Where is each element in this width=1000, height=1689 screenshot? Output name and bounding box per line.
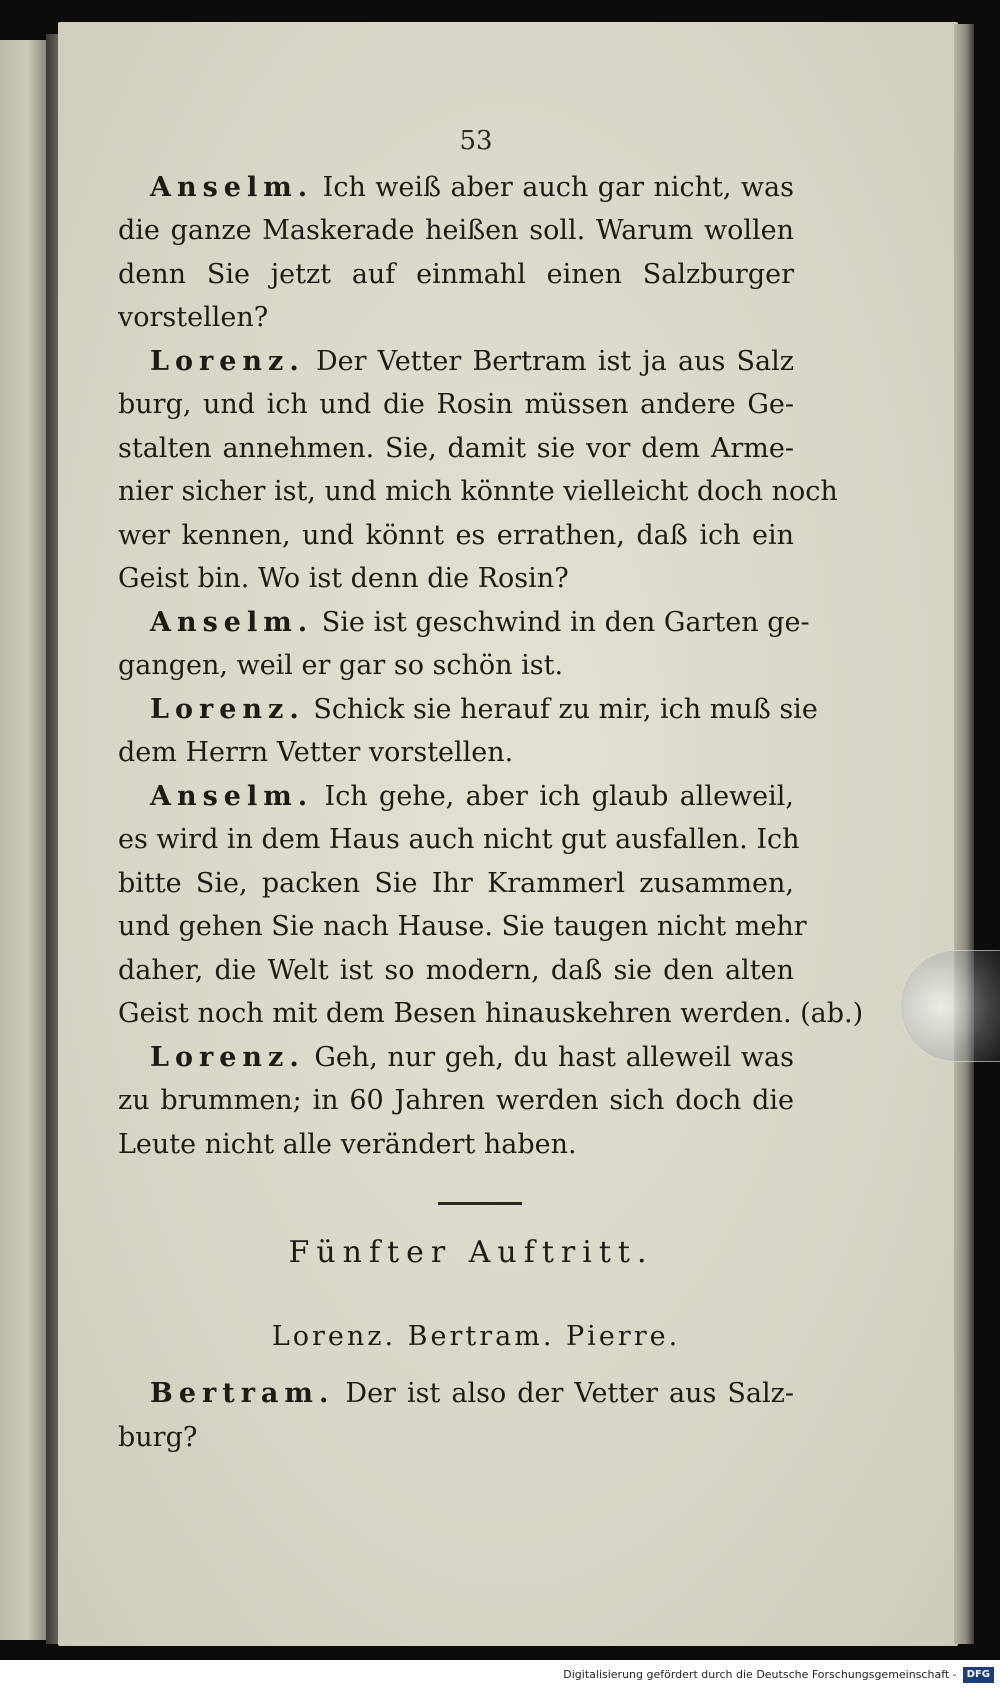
line-text: daher, die Welt ist so modern, daß sie den alten — [118, 954, 794, 986]
speaker-name: Anselm. — [150, 606, 314, 638]
line-text: Ich weiß aber auch gar nicht, was — [313, 171, 794, 203]
text-line — [118, 1372, 794, 1416]
text-line — [118, 949, 794, 993]
line-text: denn Sie jetzt auf einmahl einen Salzburger — [118, 258, 794, 290]
text-line — [118, 470, 838, 514]
text-line — [118, 1036, 794, 1080]
page-clip — [900, 950, 1000, 1062]
text-line — [118, 601, 810, 645]
speaker-name: Anselm. — [150, 171, 314, 203]
dialogue-block-2 — [118, 1372, 794, 1459]
text-line — [118, 253, 794, 297]
line-text: Geh, nur geh, du hast alleweil was — [304, 1041, 794, 1073]
scene-persons: Lorenz. Bertram. Pierre. — [271, 1320, 681, 1352]
text-line — [118, 1416, 794, 1460]
dialogue-block — [118, 166, 864, 1167]
text-line — [118, 1079, 794, 1123]
text-line — [118, 905, 807, 949]
text-line — [118, 296, 794, 340]
line-text: wer kennen, und könnt es errathen, daß ich ein — [118, 519, 794, 551]
speaker-name: Bertram. — [150, 1378, 335, 1409]
line-text: Schick sie herauf zu mir, ich muß sie — [304, 693, 818, 725]
speaker-name: Lorenz. — [150, 345, 305, 377]
line-text: die ganze Maskerade heißen soll. Warum wollen — [118, 215, 794, 246]
text-line — [118, 818, 800, 862]
line-text: Der ist also der Vetter aus Salz- — [334, 1378, 794, 1409]
line-text: burg? — [118, 1421, 198, 1453]
text-line — [118, 731, 794, 775]
footer-credit: Digitalisierung gefördert durch die Deutsche Forschungsgemeinschaft - — [563, 1668, 957, 1681]
line-text: stalten annehmen. Sie, damit sie vor dem Arme- — [118, 432, 794, 464]
section-rule — [438, 1202, 522, 1205]
line-text: Sie ist geschwind in den Garten ge- — [313, 606, 810, 638]
text-line — [118, 644, 794, 688]
line-text: vorstellen? — [118, 302, 269, 333]
line-text: dem Herrn Vetter vorstellen. — [118, 737, 514, 768]
page-number: 53 — [459, 126, 493, 156]
text-line — [118, 1123, 794, 1167]
line-text: und gehen Sie nach Hause. Sie taugen nicht mehr — [118, 911, 807, 942]
text-line — [118, 166, 794, 210]
speaker-name: Anselm. — [150, 780, 314, 812]
speaker-name: Lorenz. — [150, 1041, 305, 1073]
speaker-name: Lorenz. — [150, 693, 305, 725]
line-text: Leute nicht alle verändert haben. — [118, 1128, 577, 1160]
text-line — [118, 688, 818, 732]
text-line — [118, 514, 794, 558]
text-line — [118, 557, 794, 601]
text-line — [118, 383, 794, 427]
line-text: gangen, weil er gar so schön ist. — [118, 650, 564, 681]
line-text: zu brummen; in 60 Jahren werden sich doch die — [118, 1085, 794, 1116]
text-line — [118, 340, 794, 384]
line-text: Ich gehe, aber ich glaub alleweil, — [313, 780, 794, 812]
line-text: Der Vetter Bertram ist ja aus Salz — [304, 345, 794, 377]
previous-page-edge — [0, 40, 46, 1640]
page-stack-edge — [954, 24, 974, 1644]
page-text — [118, 120, 864, 1459]
line-text: bitte Sie, packen Sie Ihr Krammerl zusammen, — [118, 867, 794, 899]
line-text: Geist noch mit dem Besen hinauskehren werden. (ab.) — [118, 998, 864, 1029]
text-line — [118, 427, 794, 471]
text-line — [118, 209, 794, 253]
dfg-logo: DFG — [963, 1667, 994, 1683]
line-text: Geist bin. Wo ist denn die Rosin? — [118, 563, 569, 594]
line-text: burg, und ich und die Rosin müssen andere Ge- — [118, 389, 794, 420]
footer-bar — [0, 1660, 1000, 1689]
scene-title: Fünfter Auftritt. — [288, 1235, 654, 1270]
text-line — [118, 862, 794, 906]
text-line — [118, 775, 794, 819]
text-line — [118, 992, 864, 1036]
line-text: nier sicher ist, und mich könnte vielleicht doch noch — [118, 476, 838, 507]
line-text: es wird in dem Haus auch nicht gut ausfallen. Ich — [118, 824, 800, 855]
